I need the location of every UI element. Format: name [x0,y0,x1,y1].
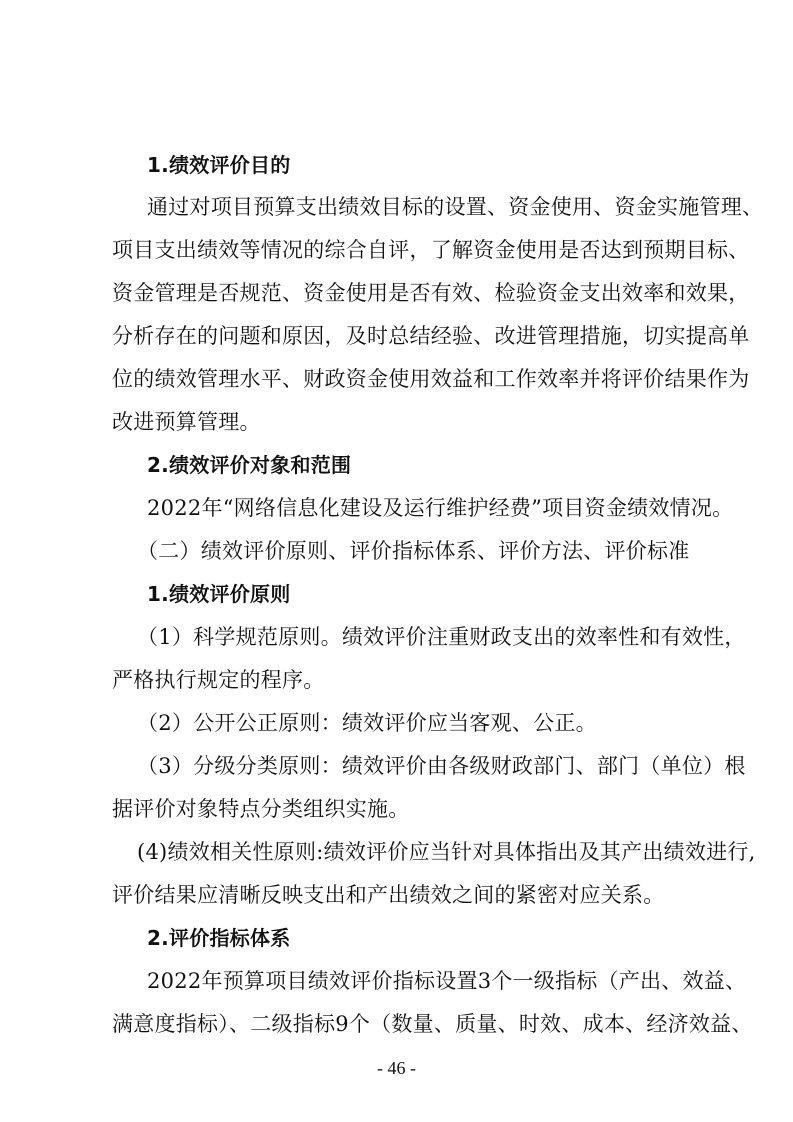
paragraph-line: （3）分级分类原则：绩效评价由各级财政部门、部门（单位）根 [137,754,746,778]
page-number: - 46 - [377,1058,416,1078]
paragraph-line: 严格执行规定的程序。 [112,668,325,692]
paragraph-line: 2022年“网络信息化建设及运行维护经费”项目资金绩效情况。 [147,496,734,520]
paragraph-line: (4)绩效相关性原则:绩效评价应当针对具体指出及其产出绩效进行, [137,840,756,864]
paragraph-line: 满意度指标）、二级指标9个（数量、质量、时效、成本、经济效益、 [112,1012,753,1036]
paragraph-line: （2）公开公正原则：绩效评价应当客观、公正。 [137,711,597,735]
paragraph-line: 评价结果应清晰反映支出和产出绩效之间的紧密对应关系。 [112,883,665,907]
paragraph-line: 通过对项目预算支出绩效目标的设置、资金使用、资金实施管理、 [147,195,764,219]
heading-evaluation-purpose: 1.绩效评价目的 [147,153,291,177]
heading-indicator-system: 2.评价指标体系 [147,926,291,950]
paragraph-line: 位的绩效管理水平、财政资金使用效益和工作效率并将评价结果作为 [112,367,750,391]
paragraph-line: 分析存在的问题和原因，及时总结经验、改进管理措施，切实提高单 [112,324,750,348]
paragraph-line: 项目支出绩效等情况的综合自评，了解资金使用是否达到预期目标、 [112,238,750,262]
paragraph-line: （1）科学规范原则。绩效评价注重财政支出的效率性和有效性， [137,625,746,649]
paragraph-line: 2022年预算项目绩效评价指标设置3个一级指标（产出、效益、 [147,969,747,993]
paragraph-line: 据评价对象特点分类组织实施。 [112,797,410,821]
heading-evaluation-scope: 2.绩效评价对象和范围 [147,453,352,477]
subsection-title: （二）绩效评价原则、评价指标体系、评价方法、评价标准 [137,539,690,563]
heading-evaluation-principles: 1.绩效评价原则 [147,582,291,606]
paragraph-line: 资金管理是否规范、资金使用是否有效、检验资金支出效率和效果， [112,281,750,305]
paragraph-line: 改进预算管理。 [112,410,261,434]
